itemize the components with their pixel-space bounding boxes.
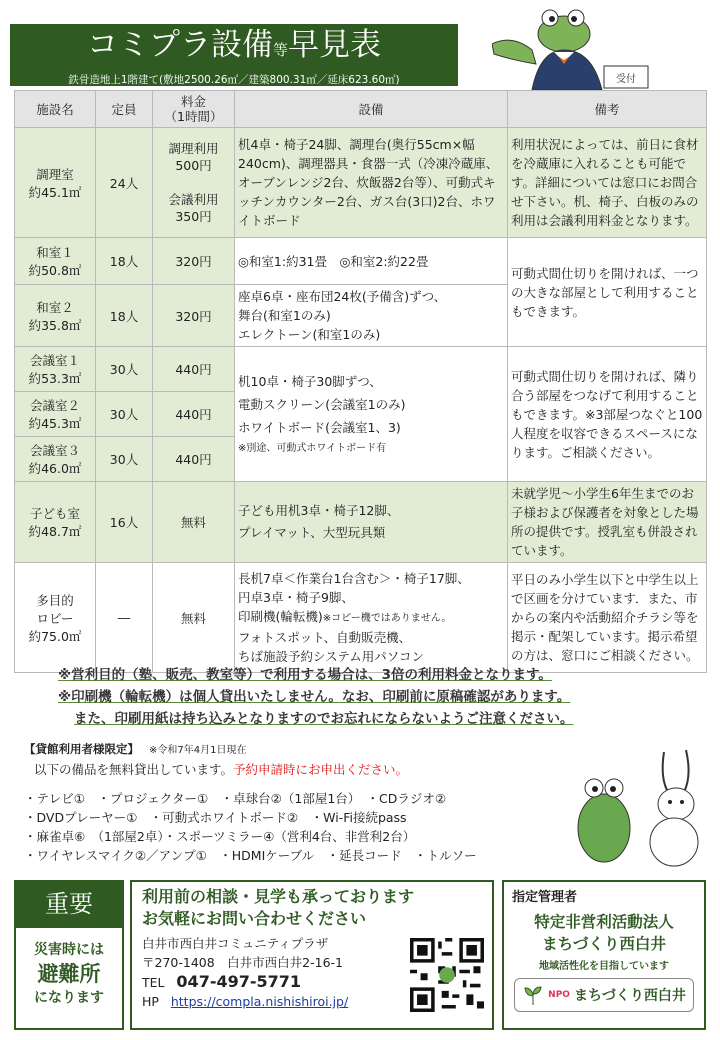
contact-box	[130, 880, 494, 1030]
note-line: ※印刷機（輪転機）は個人貸出いたしません。なお、印刷前に原稿確認があります。	[58, 689, 571, 705]
col-header-name: 施設名	[15, 91, 96, 128]
note-line: また、印刷用紙は持ち込みとなりますのでお忘れにならないようご注意ください。	[74, 711, 574, 727]
frog-receptionist-illustration	[492, 4, 652, 90]
col-header-equipment: 設備	[235, 91, 508, 128]
room-fee: 320円	[153, 238, 235, 285]
usage-notes	[40, 664, 690, 730]
lending-heading: 【貸館利用者様限定】 ※令和7年4月1日現在	[24, 742, 247, 756]
page-title: コミプラ設備等早見表	[86, 27, 381, 63]
manager-heading: 指定管理者	[512, 890, 578, 905]
svg-text:受付: 受付	[616, 74, 636, 85]
room-capacity: 30人	[96, 347, 153, 392]
room-fee: 調理利用 500円 会議利用 350円	[153, 128, 235, 238]
room-name: 会議室１ 約53.3㎡	[15, 347, 96, 392]
room-note: 可動式間仕切りを開ければ、隣り合う部屋をつなげて利用することもできます。※3部屋つなぐと100人程度を収容できるスペースになります。ご相談ください。	[508, 347, 707, 482]
evacuation-notice: 災害時には 避難所 になります	[34, 942, 104, 1006]
room-fee: 440円	[153, 392, 235, 437]
room-equipment: 机10卓・椅子30脚ずつ、 電動スクリーン(会議室1のみ) ホワイトボード(会議室1、3) ※別途、可動式ホワイトボード有	[235, 347, 508, 482]
facility-table	[14, 90, 707, 673]
list-item: ・テレビ① ・プロジェクター① ・卓球台②（1部屋1台） ・CDラジオ②	[24, 791, 447, 806]
room-note: 未就学児～小学生6年生までのお子様および保護者を対象とした場所の提供です。授乳室も併設されています。	[508, 482, 707, 563]
room-note: 利用状況によっては、前日に食材を冷蔵庫に入れることも可能です。詳細については窓口にお問合せ下さい。机、椅子、白板のみの利用は会議利用料金となります。	[508, 128, 707, 238]
room-note: 平日のみ小学生以下と中学生以上で区画を分けています．また、市からの案内や活動紹介チラシ等を掲示・配架しています。掲示希望の方は、窓口にご相談ください。	[508, 563, 707, 673]
homepage: HP https://compla.nishishiroi.jp/	[142, 994, 349, 1009]
col-header-fee: 料金 （1時間）	[153, 91, 235, 128]
list-item: ・麻雀卓⑥ （1部屋2卓）・スポーツミラー④（営利4台、非営利2台）	[24, 829, 416, 844]
qr-code-icon[interactable]	[410, 938, 484, 1012]
lending-section	[24, 740, 544, 865]
room-equipment: 机4卓・椅子24脚、調理台(奥行55cm×幅240cm)、調理器具・食器一式（冷凍冷蔵庫、オーブンレンジ2台、炊飯器2台等）、可動式キッチンカウンター2台、ガス台(3口)2台、ホワイトボード	[235, 128, 508, 238]
room-equipment: 座卓6卓・座布団24枚(予備含)ずつ、 舞台(和室1のみ) エレクトーン(和室1のみ)	[235, 285, 508, 347]
frog-rabbit-illustration	[568, 748, 714, 868]
room-capacity: 30人	[96, 392, 153, 437]
phone-number[interactable]: 047-497-5771	[176, 972, 302, 991]
address: 〒270-1408 白井市西白井2-16-1	[142, 955, 344, 970]
lending-intro: 以下の備品を無料貸出しています。予約申請時にお申出ください。	[34, 762, 409, 777]
room-name: 会議室２ 約45.3㎡	[15, 392, 96, 437]
room-capacity: ―	[96, 563, 153, 673]
room-name: 会議室３ 約46.0㎡	[15, 437, 96, 482]
homepage-link[interactable]: https://compla.nishishiroi.jp/	[170, 994, 349, 1009]
npo-logo: NPO まちづくり西白井	[514, 978, 694, 1012]
room-fee: 無料	[153, 482, 235, 563]
room-capacity: 24人	[96, 128, 153, 238]
room-name: 和室１ 約50.8㎡	[15, 238, 96, 285]
room-capacity: 16人	[96, 482, 153, 563]
room-fee: 440円	[153, 347, 235, 392]
room-capacity: 18人	[96, 285, 153, 347]
room-note: 可動式間仕切りを開ければ、一つの大きな部屋として利用することもできます。	[508, 238, 707, 347]
col-header-notes: 備考	[508, 91, 707, 128]
building-spec: 鉄骨造地上1階建て(敷地2500.26㎡／建築800.31㎡／延床623.60㎡)	[68, 74, 400, 86]
room-fee: 440円	[153, 437, 235, 482]
list-item: ・DVDプレーヤー① ・可動式ホワイトボード② ・Wi-Fi接続pass	[24, 810, 407, 825]
manager-box	[502, 880, 706, 1030]
list-item: ・ワイヤレスマイク②／アンプ① ・HDMIケーブル ・延長コード ・トルソー	[24, 848, 477, 863]
contact-subheading: お気軽にお問い合わせください	[142, 909, 367, 928]
room-name: 多目的 ロビー 約75.0㎡	[15, 563, 96, 673]
note-line: ※営利目的（塾、販売、教室等）で利用する場合は、3倍の利用料金となります。	[58, 667, 552, 683]
room-capacity: 30人	[96, 437, 153, 482]
room-name: 子ども室 約48.7㎡	[15, 482, 96, 563]
room-name: 調理室 約45.1㎡	[15, 128, 96, 238]
room-equipment: ◎和室1:約31畳 ◎和室2:約22畳	[235, 238, 508, 285]
room-equipment: 子ども用机3卓・椅子12脚、 プレイマット、大型玩具類	[235, 482, 508, 563]
contact-heading: 利用前の相談・見学も承っております	[142, 887, 415, 906]
facility-name: 白井市西白井コミュニティプラザ	[142, 936, 329, 951]
room-fee: 320円	[153, 285, 235, 347]
room-capacity: 18人	[96, 238, 153, 285]
important-box	[14, 880, 124, 1030]
room-name: 和室２ 約35.8㎡	[15, 285, 96, 347]
sprout-icon	[522, 984, 544, 1006]
lending-items	[24, 789, 544, 865]
title-banner	[10, 24, 458, 86]
org-slogan: 地域活性化を目指しています	[539, 961, 669, 972]
room-fee: 無料	[153, 563, 235, 673]
important-title: 重要	[16, 882, 122, 928]
org-name: まちづくり西白井	[542, 935, 666, 953]
col-header-capacity: 定員	[96, 91, 153, 128]
room-equipment: 長机7卓＜作業台1台含む＞・椅子17脚、 円卓3卓・椅子9脚、 印刷機(輪転機)※コピー機ではありません。 フォトスポット、自動販売機、 ちば施設予約システム用パソコン	[235, 563, 508, 673]
phone: TEL 047-497-5771	[142, 972, 302, 991]
org-type: 特定非営利活動法人	[534, 913, 674, 931]
